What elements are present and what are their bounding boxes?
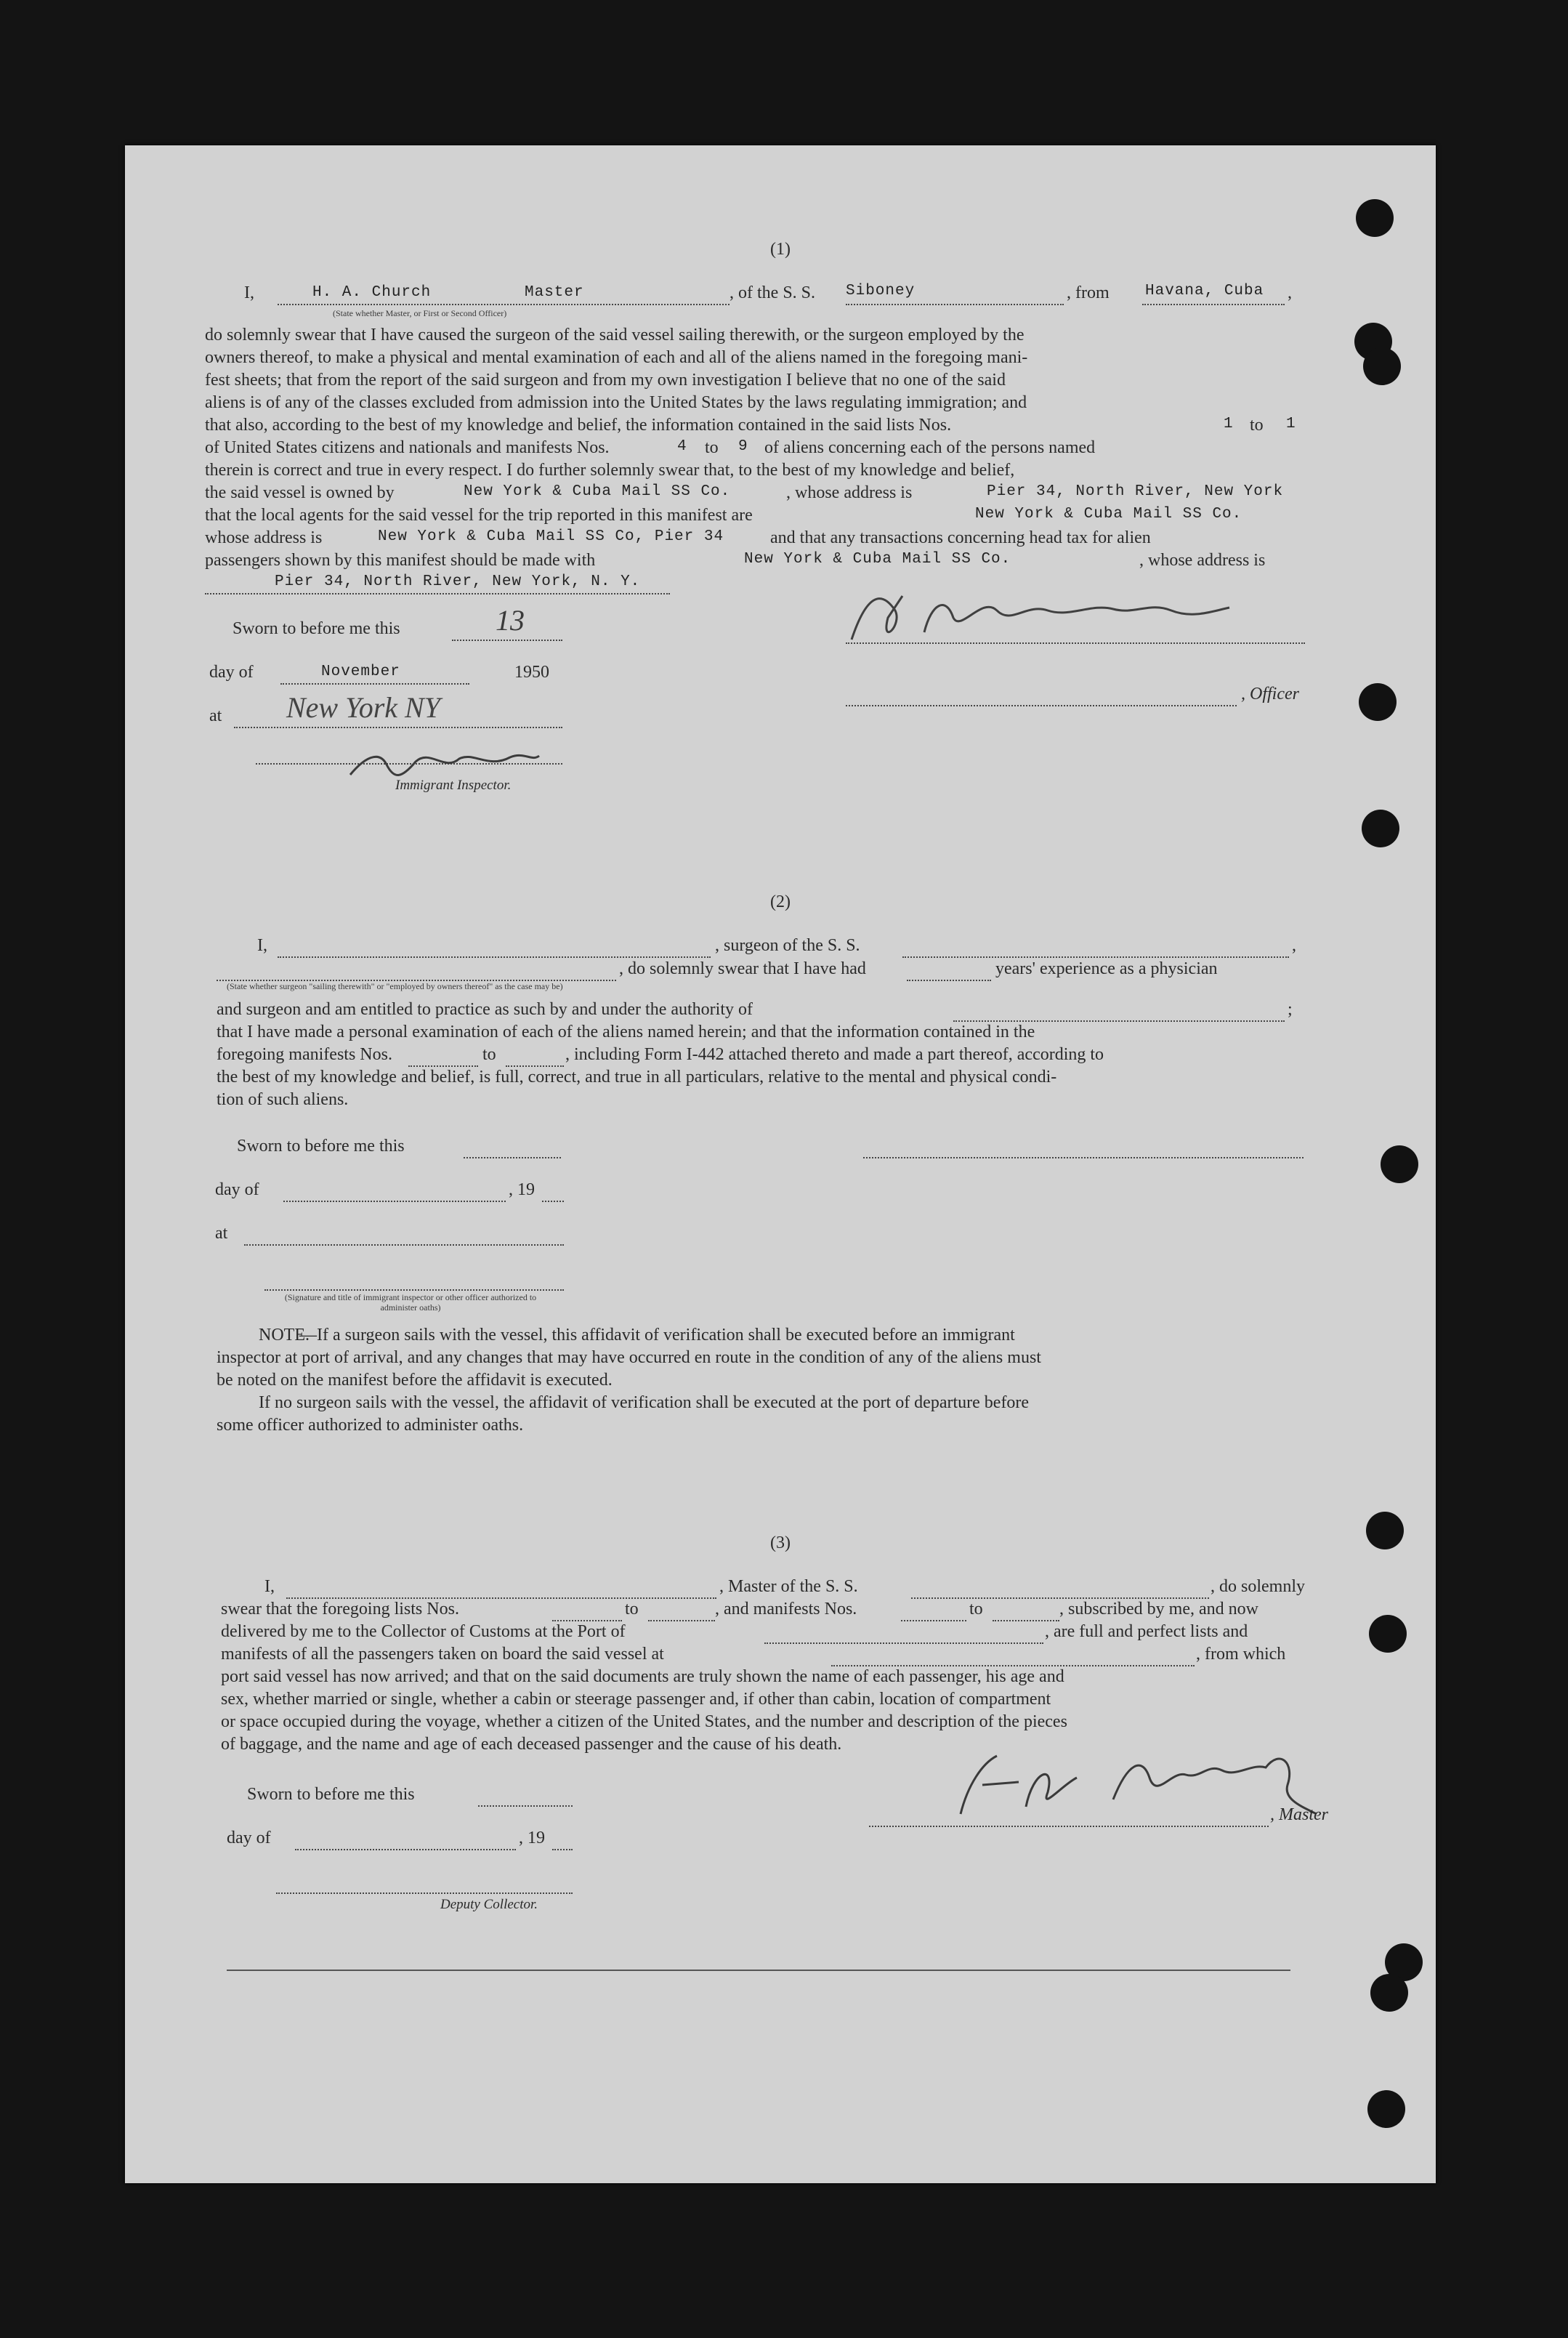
headtax-party: New York & Cuba Mail SS Co. (744, 551, 1011, 568)
punch-hole (1356, 199, 1394, 237)
section-number: (1) (770, 240, 791, 259)
punch-hole (1381, 1145, 1418, 1183)
sworn-day: 13 (496, 604, 525, 637)
at-place-handwritten: New York NY (286, 691, 440, 724)
at-label: at (209, 706, 222, 725)
sworn-year: 1950 (514, 663, 549, 682)
owner-name: New York & Cuba Mail SS Co. (464, 483, 731, 500)
of-the-ss-label: , of the S. S. (730, 283, 816, 302)
divider (227, 1970, 1290, 1971)
oath-line: therein is correct and true in every respect. I do further solemnly swear that, to the best of my knowledge and belief, (205, 461, 1015, 480)
master-label: , Master (1270, 1805, 1328, 1824)
vessel-name: Siboney (846, 283, 916, 299)
rank-note: (State whether Master, or First or Second Officer) (333, 308, 507, 318)
punch-hole (1370, 1974, 1408, 2012)
oath-line: the said vessel is owned by (205, 483, 395, 502)
sworn-label: Sworn to before me this (233, 619, 400, 638)
oath-line: that also, according to the best of my knowledge and belief, the information contained in the said lists Nos. (205, 416, 952, 435)
sworn-month: November (321, 664, 400, 680)
oath-line: do solemnly swear that I have caused the surgeon of the said vessel sailing therewith, or the surgeon employed by the (205, 326, 1025, 344)
from-port: Havana, Cuba (1145, 283, 1264, 299)
punch-hole (1367, 2090, 1405, 2128)
oath-line: whose address is (205, 528, 323, 547)
punch-hole (1362, 810, 1399, 847)
master-rank: Master (525, 284, 584, 301)
oath-line: owners thereof, to make a physical and mental examination of each and all of the aliens named in the foregoing mani- (205, 348, 1028, 367)
oath-line: of aliens concerning each of the persons named (764, 438, 1096, 457)
owner-address: Pier 34, North River, New York (987, 483, 1284, 500)
oath-line: passengers shown by this manifest should be made with (205, 551, 596, 570)
oath-line: aliens is of any of the classes excluded from admission into the United States by the laws regulating immigration; and (205, 393, 1027, 412)
manifest-page: (1) I, H. A. Church Master (State whether Master, or First or Second Officer) , of the S. S. Siboney , from Havana, Cuba , do solemnly swear that I have caused the surgeon of the said vessel sailing therewith, or the surgeon employed by the owners thereof, to make a physical and mental examination of each and all of the aliens named in the foregoing mani- fest sheets; that from the report of the said surgeon and from my own investigation I believe that no one of the said aliens is of any of the classes excluded from admission into the United States by the laws regulating immigration; and that also, according to the best of my knowledge and belief, the information contained in the said lists Nos. 1 to 1 of United States citizens and nationals and manifests Nos. 4 to 9 of aliens concerning each of the persons named therein is correct and true in every respect. I do further solemnly swear that, to the best of my knowledge and belief, the said vessel is owned by New York & Cuba Mail SS Co. , whose address is Pier 34, North River, New York that the local agents for the said vessel for the trip reported in this manifest are New York & Cuba Mail SS Co. whose address is New York & Cuba Mail SS Co, Pier 34 and that any transactions concerning head tax for alien passengers shown by this manifest should be made with New York & Cuba Mail SS Co. , whose address is Pier 34, North River, New York, N. Y. Sworn to before me this 13 day of November 1950 at New York NY Immigrant Inspector. , Officer (2) I, , surgeon of the S. S. , , do solemnly swear that I have had years' experience as a physician (State whether surgeon "sailing therewith" or "employed by owners thereof" as the case may be) and surgeon and am entitled to practice as such by and under the authority of ; that I have made a personal examination of each of the aliens named herein; and that the information contained in the foregoing manifests Nos. to , including Form I-442 attached thereto and made a part thereof, according to the best of my knowledge and belief, is full, correct, and true in all particulars, relative to the mental and physical condi- tion of such aliens. Sworn to before me this day of , 19 at (Signature and title of immigrant inspector or other officer authorized to administer oaths) NOTE. —If a surgeon sails with the vessel, this affidavit of verification shall be executed before an immigrant inspector at port of arrival, and any changes that may have occurred en route in the condition of any of the aliens must be noted on the manifest before the affidavit is executed. If no surgeon sails with the vessel, the affidavit of verification shall be executed at the port of departure before some officer authorized to administer oaths. (3) I, , Master of the S. S. , do solemnly swear that the foregoing lists Nos. to , and manifests Nos. to , subscribed by me, and now delivered by me to the Collector of Customs at the Port of , are full and perfect lists and manifests of all the passengers taken on board the said vessel at , from which port said vessel has now arrived; and that on the said documents are truly shown the name of each passenger, his age and sex, whether married or single, whether a cabin or steerage passenger and, if other than cabin, location of compartment or space occupied during the voyage, whether a citizen of the United States, and the number and description of the pieces of baggage, and the name and age of each deceased passenger and the cause of his death. Sworn to before me this , Master day of , 19 Deputy Collector. (125, 145, 1436, 2183)
local-agents: New York & Cuba Mail SS Co. (975, 506, 1242, 523)
lists-to: 1 (1286, 416, 1296, 432)
oath-line: and that any transactions concerning head tax for alien (770, 528, 1151, 547)
signature-note: (Signature and title of immigrant inspector or other officer authorized to administer oaths) (284, 1292, 537, 1313)
i-label: I, (244, 283, 254, 302)
agents-address: New York & Cuba Mail SS Co, Pier 34 (378, 528, 724, 545)
section-number: (3) (770, 1533, 791, 1552)
lists-from: 1 (1224, 416, 1234, 432)
oath-line: fest sheets; that from the report of the said surgeon and from my own investigation I believe that no one of the said (205, 371, 1006, 390)
inspector-label: Immigrant Inspector. (395, 778, 512, 793)
punch-hole (1369, 1615, 1407, 1653)
oath-line: of United States citizens and nationals and manifests Nos. (205, 438, 610, 457)
from-label: , from (1067, 283, 1110, 302)
manifests-to: 9 (738, 438, 748, 455)
manifests-from: 4 (677, 438, 687, 455)
day-of-label: day of (209, 663, 254, 682)
punch-hole (1363, 347, 1401, 385)
headtax-address: Pier 34, North River, New York, N. Y. (275, 573, 641, 590)
master-name: H. A. Church (312, 284, 432, 301)
surgeon-note: (State whether surgeon "sailing therewith" or "employed by owners thereof" as the case may be) (227, 981, 563, 991)
oath-line: that the local agents for the said vessel for the trip reported in this manifest are (205, 506, 753, 525)
collector-label: Deputy Collector. (440, 1897, 538, 1912)
punch-hole (1359, 683, 1397, 721)
section-number: (2) (770, 892, 791, 911)
officer-label: , Officer (1241, 685, 1299, 704)
